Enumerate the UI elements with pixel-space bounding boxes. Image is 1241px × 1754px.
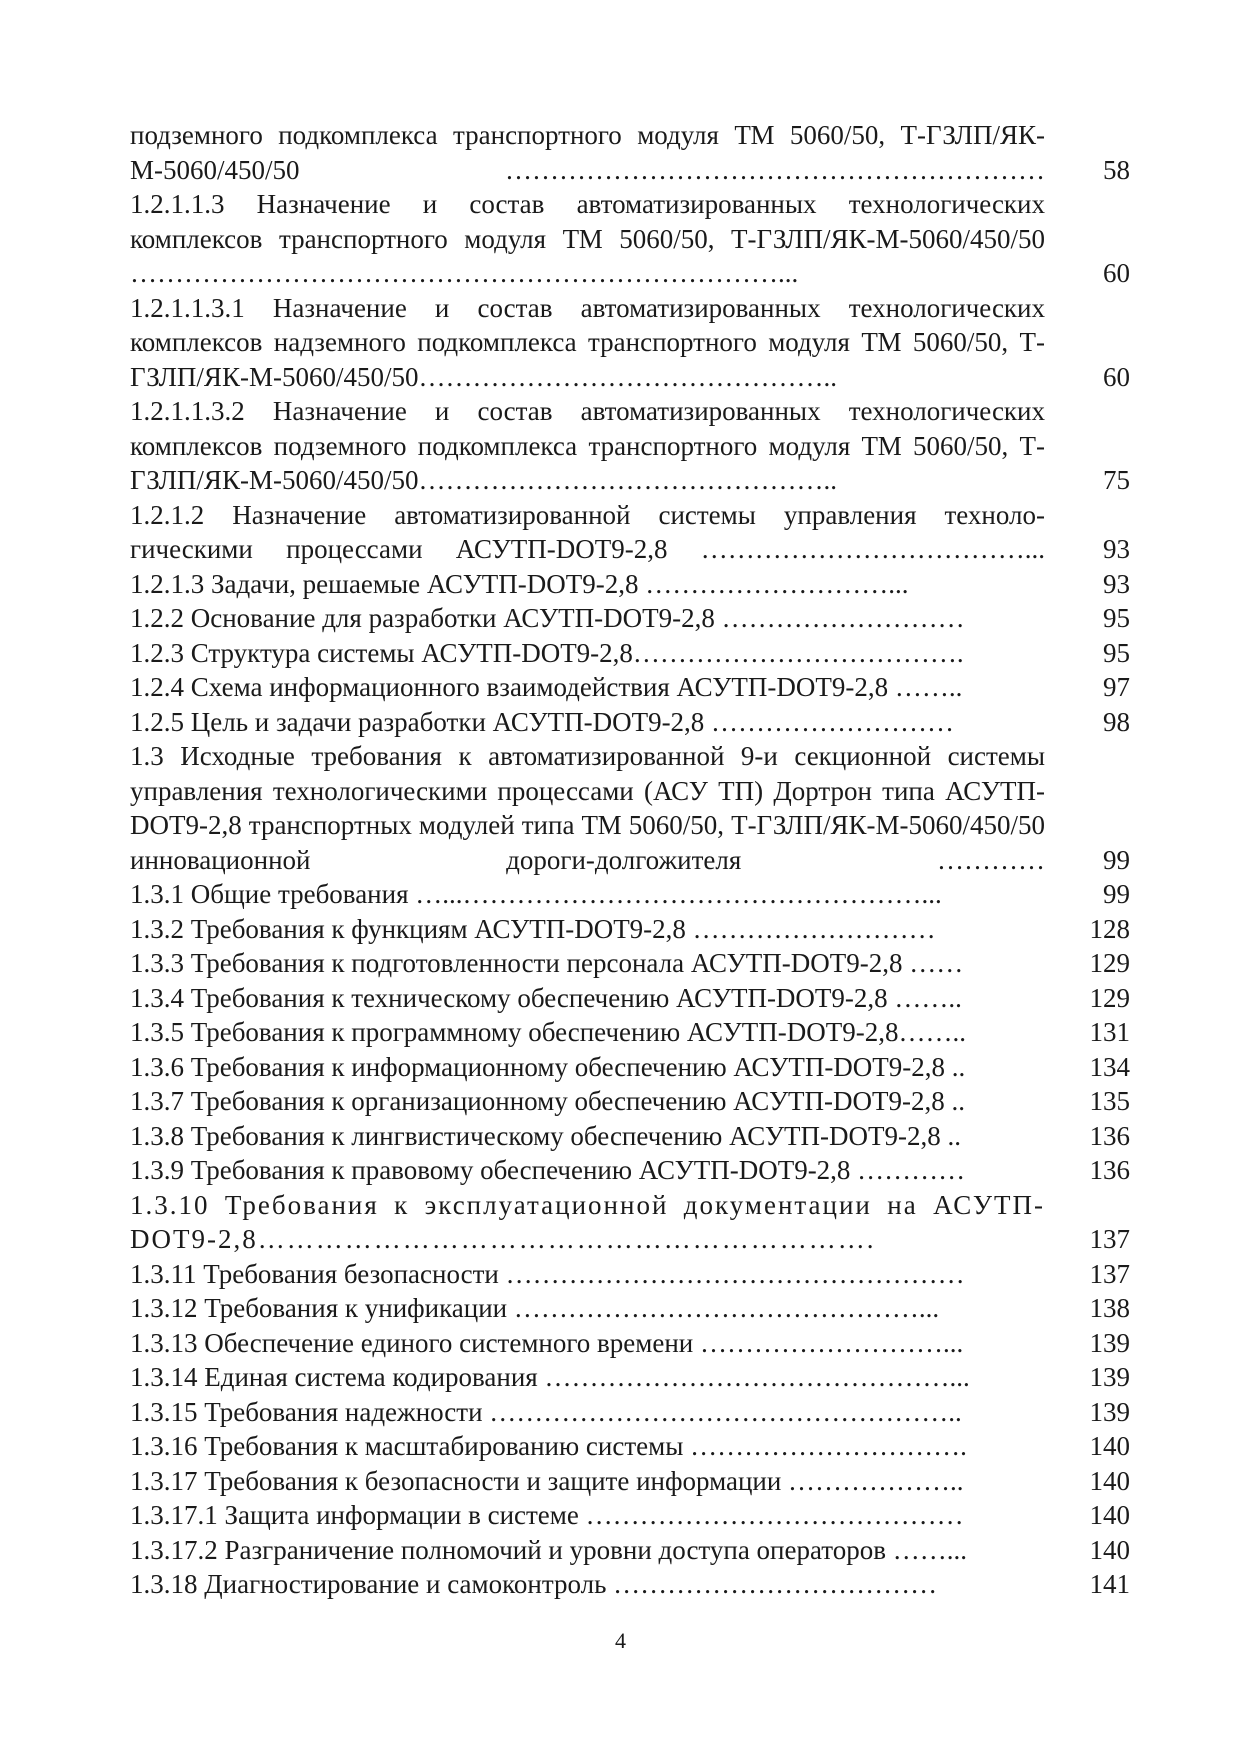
- toc-entry: [130, 1015, 1130, 1050]
- toc-entry-page: 140: [1089, 1431, 1130, 1461]
- toc-entry-page: 140: [1089, 1500, 1130, 1530]
- toc-entry-title: 1.3.5 Требования к программному обеспечению АСУТП-DOT9-2,8……..: [130, 1017, 966, 1047]
- toc-entry: [130, 1395, 1130, 1430]
- toc-entry-page: 135: [1089, 1086, 1130, 1116]
- toc-entry: [130, 567, 1130, 602]
- toc-entry-title: 1.2.3 Структура системы АСУТП-DOT9-2,8……………………………….: [130, 637, 964, 668]
- toc-entry-title: 1.3.8 Требования к лингвистическому обеспечению АСУТП-DOT9-2,8 ..: [130, 1120, 961, 1151]
- toc-entry-title: 1.2.1.3 Задачи, решаемые АСУТП-DOT9-2,8 ………………………...: [130, 568, 909, 599]
- toc-entry-title: 1.3.1 Общие требования …...……………………………………………...: [130, 879, 942, 909]
- toc-entry: [130, 601, 1130, 636]
- toc-entry-page: 99: [1103, 844, 1130, 875]
- toc-entry-page: 98: [1103, 706, 1130, 737]
- toc-entry-title: 1.3.2 Требования к функциям АСУТП-DOT9-2,8 ………………………: [130, 913, 936, 944]
- toc-entry: [130, 498, 1130, 567]
- toc-entry-page: 95: [1103, 603, 1130, 633]
- toc-entry: [130, 187, 1130, 291]
- toc-entry-title: 1.3.17 Требования к безопасности и защите информации ………………..: [130, 1465, 964, 1496]
- toc-entry: [130, 1119, 1130, 1154]
- toc-entry: [130, 1084, 1130, 1119]
- toc-entry-page: 139: [1089, 1327, 1130, 1358]
- toc-entry: [130, 670, 1130, 705]
- toc-entry: [130, 1498, 1130, 1533]
- toc-entry-page: 60: [1103, 361, 1130, 392]
- toc-entry-title: 1.3.18 Диагностирование и самоконтроль ………………………………: [130, 1569, 938, 1599]
- toc-entry-title: 1.3.10 Требования к эксплуатационной документации на АСУТП-DOT9-2,8……………………………………………………….: [130, 1189, 1045, 1254]
- toc-entry: [130, 1326, 1130, 1361]
- toc-entry: [130, 877, 1130, 912]
- toc-entry-title: 1.3.14 Единая система кодирования ………………………………………...: [130, 1362, 970, 1392]
- toc-entry: [130, 394, 1130, 498]
- toc-entry-page: 140: [1089, 1465, 1130, 1496]
- toc-entry: [130, 1464, 1130, 1499]
- toc-entry-title: 1.2.4 Схема информационного взаимодействия АСУТП-DOT9-2,8 ……..: [130, 672, 963, 702]
- toc-entry-page: 60: [1103, 258, 1130, 288]
- toc-entry: [130, 1291, 1130, 1326]
- toc-entry-title: 1.3.4 Требования к техническому обеспечению АСУТП-DOT9-2,8 ……..: [130, 982, 962, 1013]
- toc-entry-title: 1.2.2 Основание для разработки АСУТП-DOT9-2,8 ………………………: [130, 603, 965, 633]
- toc-entry: [130, 1429, 1130, 1464]
- toc-entry-page: 129: [1089, 982, 1130, 1013]
- toc-entry-title: 1.3.17.2 Разграничение полномочий и уровни доступа операторов ……...: [130, 1534, 967, 1565]
- toc-entry-title: 1.2.1.1.3.2 Назначение и состав автоматизированных технологических комплексов подземного подкомплекса транспортного модуля ТМ 5060/50, Т-ГЗЛП/ЯК-М-5060/450/50………………………………………..: [130, 396, 1045, 495]
- toc-entry-page: 137: [1089, 1258, 1130, 1289]
- toc-entry: [130, 705, 1130, 740]
- toc-entry-page: 141: [1089, 1569, 1130, 1599]
- toc-entry: [130, 946, 1130, 981]
- toc-entry-page: 139: [1089, 1362, 1130, 1392]
- toc-entry-page: 128: [1089, 913, 1130, 944]
- toc-entry-title: 1.3.3 Требования к подготовленности персонала АСУТП-DOT9-2,8 ……: [130, 948, 964, 978]
- toc-entry-page: 131: [1089, 1017, 1130, 1047]
- toc-entry-title: 1.3 Исходные требования к автоматизированной 9-и секционной системы управления технологическими процессами (АСУ ТП) Дортрон типа АСУТП-DOT9-2,8 транспортных модулей типа ТМ 5060/50, Т-ГЗЛП/ЯК-М-5060/450/50 инновационной дороги-долгожителя …………: [130, 741, 1045, 875]
- toc-entry-page: 137: [1089, 1224, 1130, 1254]
- toc-entry-title: 1.3.6 Требования к информационному обеспечению АСУТП-DOT9-2,8 ..: [130, 1051, 966, 1082]
- toc-entry-title: 1.3.16 Требования к масштабированию системы ………………………….: [130, 1431, 967, 1461]
- toc-entry-title: 1.3.17.1 Защита информации в системе ……………………………………: [130, 1500, 964, 1530]
- toc-entry: [130, 739, 1130, 877]
- toc-entry: [130, 291, 1130, 395]
- toc-entry-title: 1.2.5 Цель и задачи разработки АСУТП-DOT9-2,8 ………………………: [130, 706, 955, 737]
- toc-entry-title: 1.3.7 Требования к организационному обеспечению АСУТП-DOT9-2,8 ..: [130, 1086, 966, 1116]
- toc-entry-page: 140: [1089, 1534, 1130, 1565]
- toc-entry-title: подземного подкомплекса транспортного модуля ТМ 5060/50, Т-ГЗЛП/ЯК-М-5060/450/50 ……………………………………………………: [130, 120, 1045, 185]
- toc-entry: [130, 912, 1130, 947]
- toc-entry-page: 138: [1089, 1293, 1130, 1323]
- toc-entry-page: 95: [1103, 637, 1130, 668]
- toc-entry-page: 97: [1103, 672, 1130, 702]
- toc-entry: [130, 118, 1130, 187]
- toc-entry: [130, 1257, 1130, 1292]
- toc-entry-title: 1.2.1.2 Назначение автоматизированной системы управления техноло-гическими процессами АСУТП-DOT9-2,8 ………………………………...: [130, 499, 1045, 564]
- page-number: 4: [615, 1628, 626, 1653]
- toc-entry: [130, 1050, 1130, 1085]
- toc-entry-page: 93: [1103, 534, 1130, 564]
- toc-entry: [130, 636, 1130, 671]
- toc-entry-title: 1.3.11 Требования безопасности ……………………………………………: [130, 1258, 965, 1289]
- toc-entry-title: 1.3.12 Требования к унификации ………………………………………...: [130, 1293, 940, 1323]
- toc-entry: [130, 1567, 1130, 1602]
- toc-entry: [130, 981, 1130, 1016]
- toc-entry-title: 1.2.1.1.3.1 Назначение и состав автоматизированных технологических комплексов надземного подкомплекса транспортного модуля ТМ 5060/50, Т-ГЗЛП/ЯК-М-5060/450/50………………………………………..: [130, 292, 1045, 392]
- toc-entry-title: 1.3.15 Требования надежности ……………………………………………..: [130, 1396, 962, 1427]
- toc-entry-page: 134: [1089, 1051, 1130, 1082]
- toc-entry-title: 1.3.13 Обеспечение единого системного времени ………………………...: [130, 1327, 964, 1358]
- table-of-contents: [130, 118, 1130, 1602]
- toc-entry-page: 136: [1089, 1155, 1130, 1185]
- toc-entry-title: 1.3.9 Требования к правовому обеспечению АСУТП-DOT9-2,8 …………: [130, 1155, 966, 1185]
- toc-entry: [130, 1533, 1130, 1568]
- toc-entry-page: 99: [1103, 879, 1130, 909]
- toc-entry-page: 139: [1089, 1396, 1130, 1427]
- toc-entry-page: 129: [1089, 948, 1130, 978]
- toc-entry: [130, 1188, 1130, 1257]
- toc-entry-title: 1.2.1.1.3 Назначение и состав автоматизированных технологических комплексов транспортного модуля ТМ 5060/50, Т-ГЗЛП/ЯК-М-5060/450/50 ………………………………………………………………...: [130, 189, 1045, 288]
- toc-entry-page: 93: [1103, 568, 1130, 599]
- toc-entry-page: 136: [1089, 1120, 1130, 1151]
- toc-entry-page: 58: [1103, 154, 1130, 185]
- toc-entry: [130, 1360, 1130, 1395]
- toc-entry: [130, 1153, 1130, 1188]
- toc-entry-page: 75: [1103, 465, 1130, 495]
